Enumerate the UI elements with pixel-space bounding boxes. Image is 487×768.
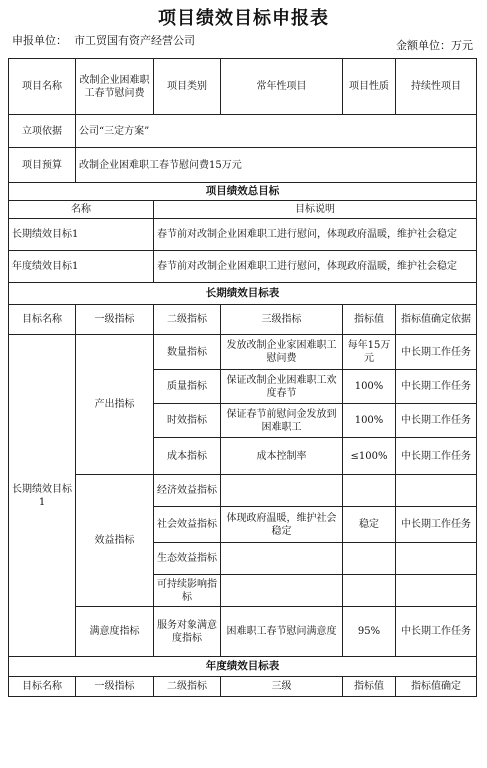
project-category-value: 常年性项目 — [221, 59, 343, 115]
reporting-unit — [12, 32, 195, 48]
basis-cell: 中长期工作任务 — [396, 370, 477, 404]
level2-cell: 质量指标 — [154, 370, 221, 404]
annual-col-basis: 指标值确定 — [396, 677, 477, 697]
overall-goal-desc: 春节前对改制企业困难职工进行慰问，体现政府温暖，维护社会稳定 — [154, 219, 477, 251]
level3-cell: 困难职工春节慰问满意度 — [221, 607, 343, 657]
basis-cell: 中长期工作任务 — [396, 607, 477, 657]
col-level2: 二级指标 — [154, 305, 221, 335]
level3-cell: 保证改制企业困难职工欢度春节 — [221, 370, 343, 404]
value-cell: 100% — [343, 370, 396, 404]
col-goal-name: 目标名称 — [9, 305, 76, 335]
level2-cell: 生态效益指标 — [154, 543, 221, 575]
value-cell: ≤100% — [343, 438, 396, 475]
overall-goal-desc: 春节前对改制企业困难职工进行慰问，体现政府温暖，维护社会稳定 — [154, 251, 477, 283]
annual-col-value: 指标值 — [343, 677, 396, 697]
indicator-row — [9, 475, 477, 507]
level3-cell: 保证春节前慰问金发放到困难职工 — [221, 404, 343, 438]
basis-cell: 中长期工作任务 — [396, 404, 477, 438]
level2-cell: 社会效益指标 — [154, 507, 221, 543]
annual-col-level1: 一级指标 — [76, 677, 154, 697]
reporting-unit-value: 市工贸国有资产经营公司 — [74, 34, 195, 47]
col-level3: 三级指标 — [221, 305, 343, 335]
level2-cell: 数量指标 — [154, 335, 221, 370]
project-name-label: 项目名称 — [9, 59, 76, 115]
basis-cell: 中长期工作任务 — [396, 335, 477, 370]
annual-col-level3: 三级 — [221, 677, 343, 697]
basis-cell: 中长期工作任务 — [396, 438, 477, 475]
level3-cell: 成本控制率 — [221, 438, 343, 475]
level2-cell: 经济效益指标 — [154, 475, 221, 507]
annual-columns — [9, 677, 477, 697]
value-cell: 每年15万元 — [343, 335, 396, 370]
level2-cell: 可持续影响指标 — [154, 575, 221, 607]
level2-cell: 时效指标 — [154, 404, 221, 438]
project-budget-label: 项目预算 — [9, 148, 76, 183]
level1-satisfaction: 满意度指标 — [76, 607, 154, 657]
project-basis-row — [9, 115, 477, 148]
annual-col-goal-name: 目标名称 — [9, 677, 76, 697]
col-value: 指标值 — [343, 305, 396, 335]
basis-cell — [396, 543, 477, 575]
value-cell: 95% — [343, 607, 396, 657]
overall-row — [9, 219, 477, 251]
performance-table — [8, 58, 477, 697]
project-basis-label: 立项依据 — [9, 115, 76, 148]
overall-goal-name: 长期绩效目标1 — [9, 219, 154, 251]
level3-cell — [221, 543, 343, 575]
level2-cell: 服务对象满意度指标 — [154, 607, 221, 657]
basis-cell — [396, 575, 477, 607]
project-name-row — [9, 59, 477, 115]
basis-cell: 中长期工作任务 — [396, 507, 477, 543]
reporting-unit-label: 申报单位： — [12, 34, 67, 47]
level3-cell — [221, 475, 343, 507]
value-cell — [343, 575, 396, 607]
annual-col-level2: 二级指标 — [154, 677, 221, 697]
value-cell — [343, 475, 396, 507]
overall-col-name: 名称 — [9, 201, 154, 219]
value-cell: 100% — [343, 404, 396, 438]
project-nature-label: 项目性质 — [343, 59, 396, 115]
col-level1: 一级指标 — [76, 305, 154, 335]
amount-unit: 金额单位：万元 — [396, 39, 473, 52]
indicator-row — [9, 607, 477, 657]
overall-goals-header: 项目绩效总目标 — [9, 183, 477, 201]
long-term-goal-name: 长期绩效目标1 — [9, 335, 76, 657]
project-budget-row — [9, 148, 477, 183]
level3-cell: 发放改制企业家困难职工慰问费 — [221, 335, 343, 370]
indicator-row — [9, 335, 477, 370]
long-term-columns — [9, 305, 477, 335]
value-cell: 稳定 — [343, 507, 396, 543]
level3-cell — [221, 575, 343, 607]
project-basis-value: 公司“三定方案” — [76, 115, 477, 148]
level1-output: 产出指标 — [76, 335, 154, 475]
project-sustainable-label: 持续性项目 — [396, 59, 477, 115]
project-budget-value: 改制企业困难职工春节慰问费15万元 — [76, 148, 477, 183]
overall-col-desc: 目标说明 — [154, 201, 477, 219]
overall-row — [9, 251, 477, 283]
long-term-header: 长期绩效目标表 — [9, 283, 477, 305]
annual-header: 年度绩效目标表 — [9, 657, 477, 677]
level3-cell: 体现政府温暖，维护社会稳定 — [221, 507, 343, 543]
level2-cell: 成本指标 — [154, 438, 221, 475]
basis-cell — [396, 475, 477, 507]
value-cell — [343, 543, 396, 575]
page-title: 项目绩效目标申报表 — [158, 8, 329, 29]
col-basis: 指标值确定依据 — [396, 305, 477, 335]
project-name-value: 改制企业困难职工春节慰问费 — [76, 59, 154, 115]
level1-benefit: 效益指标 — [76, 475, 154, 607]
overall-goal-name: 年度绩效目标1 — [9, 251, 154, 283]
project-category-label: 项目类别 — [154, 59, 221, 115]
